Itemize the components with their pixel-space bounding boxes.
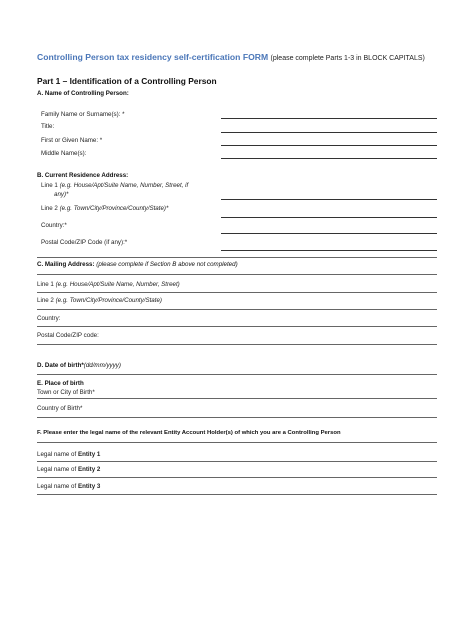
mailing-line1-label (37, 281, 180, 289)
mailing-line1-hint: (e.g. House/Apt/Suite Name, Number, Street) (55, 281, 180, 288)
section-b-heading: B. Current Residence Address: (37, 172, 129, 179)
section-f-heading: F. Please enter the legal name of the relevant Entity Account Holder(s) of which you are a Controlling Person (37, 430, 341, 436)
section-c-note: (please complete if Section B above not completed) (96, 261, 238, 268)
entity1-name: Entity 1 (77, 451, 101, 458)
birth-country-label: Country of Birth* (37, 405, 83, 412)
dob-field[interactable] (37, 374, 437, 375)
residence-line1-hint: (e.g. House/Apt/Suite Name, Number, Street, if (59, 182, 189, 189)
mailing-line1-label-text: Line 1 (37, 281, 54, 288)
birth-town-label: Town or City of Birth* (37, 389, 95, 396)
section-e-heading: E. Place of birth (37, 380, 84, 387)
family-name-label: Family Name or Surname(s): * (41, 111, 125, 118)
entity3-prefix: Legal name of (37, 483, 77, 490)
mailing-line2-field[interactable] (37, 309, 437, 310)
first-name-field[interactable] (221, 145, 437, 146)
entity1-label (37, 451, 100, 459)
residence-line1-field[interactable] (221, 199, 437, 200)
mailing-line2-hint: (e.g. Town/City/Province/County/State) (55, 297, 162, 304)
residence-country-label: Country:* (41, 222, 67, 229)
mailing-postal-label: Postal Code/ZIP code: (37, 332, 99, 339)
section-f-underline (37, 442, 437, 443)
entity3-field[interactable] (37, 494, 437, 495)
residence-postal-field[interactable] (221, 250, 437, 251)
section-a-heading: A. Name of Controlling Person: (37, 90, 129, 97)
section-divider (37, 257, 437, 258)
birth-town-field[interactable] (37, 398, 437, 399)
section-c-heading-text: C. Mailing Address: (37, 261, 95, 268)
residence-line2-label (41, 205, 168, 213)
section-d-heading (37, 362, 121, 370)
title-field[interactable] (221, 132, 437, 133)
birth-country-field[interactable] (37, 417, 437, 418)
residence-line1-hint-cont: any)* (54, 191, 69, 198)
mailing-postal-field[interactable] (37, 344, 437, 345)
mailing-line1-field[interactable] (37, 292, 437, 293)
entity2-prefix: Legal name of (37, 466, 77, 473)
form-title-main: Controlling Person tax residency self-certification FORM (37, 52, 269, 62)
entity1-prefix: Legal name of (37, 451, 77, 458)
residence-line2-field[interactable] (221, 217, 437, 218)
entity2-label (37, 466, 100, 474)
residence-line2-hint: (e.g. Town/City/Province/County/State)* (59, 205, 169, 212)
mailing-line2-label-text: Line 2 (37, 297, 54, 304)
entity3-label (37, 483, 100, 491)
part1-heading: Part 1 – Identification of a Controlling Person (37, 76, 217, 86)
form-title-note: (please complete Parts 1-3 in BLOCK CAPITALS) (270, 55, 425, 62)
residence-line2-label-text: Line 2 (41, 205, 58, 212)
mailing-country-field[interactable] (37, 326, 437, 327)
middle-name-field[interactable] (221, 158, 437, 159)
middle-name-label: Middle Name(s): (41, 150, 87, 157)
residence-postal-label: Postal Code/ZIP Code (if any):* (41, 239, 128, 246)
entity2-field[interactable] (37, 477, 437, 478)
title-label: Title: (41, 123, 55, 130)
first-name-label: First or Given Name: * (41, 137, 103, 144)
mailing-heading-underline (37, 274, 437, 275)
entity2-name: Entity 2 (77, 466, 101, 473)
mailing-line2-label (37, 297, 162, 305)
residence-country-field[interactable] (221, 233, 437, 234)
section-c-heading (37, 261, 238, 269)
family-name-field[interactable] (221, 118, 437, 119)
form-title (37, 52, 425, 62)
entity1-field[interactable] (37, 461, 437, 462)
dob-heading-text: D. Date of birth* (37, 362, 84, 369)
residence-line1-label (41, 182, 188, 190)
residence-line1-label-text: Line 1 (41, 182, 58, 189)
entity3-name: Entity 3 (77, 483, 101, 490)
mailing-country-label: Country: (37, 315, 61, 322)
dob-format: (dd/mm/yyyy) (83, 362, 121, 369)
